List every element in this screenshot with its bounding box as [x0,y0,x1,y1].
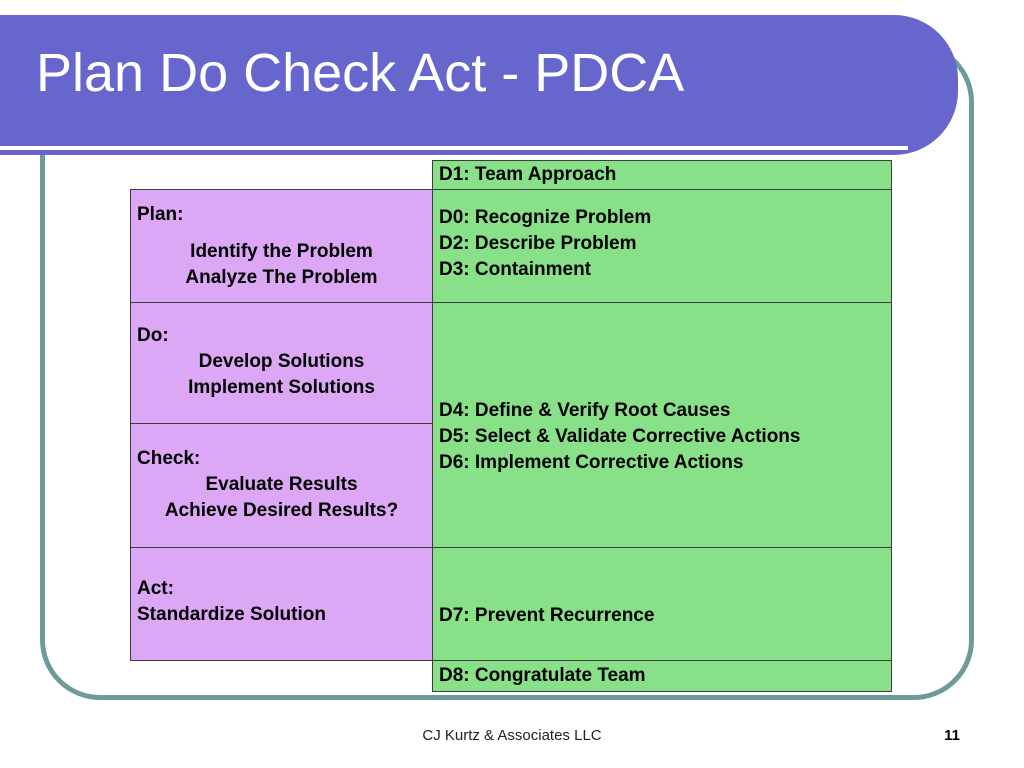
act-cell [130,547,433,661]
d-step: D5: Select & Validate Corrective Actions [439,426,801,447]
d1-text: D1: Team Approach [439,164,617,185]
plan-label: Plan: [137,204,184,225]
d-step: D3: Containment [439,259,591,280]
d-step: D4: Define & Verify Root Causes [439,400,731,421]
slide-title: Plan Do Check Act - PDCA [36,43,685,103]
do-item: Implement Solutions [188,377,375,398]
d-step: D2: Describe Problem [439,233,637,254]
d8-cell [432,660,892,692]
d1-cell [432,160,892,190]
check-item: Evaluate Results [205,474,358,495]
footer-text: CJ Kurtz & Associates LLC [422,727,602,744]
title-underline [0,146,908,150]
d-act-cell [432,547,892,661]
d7-text: D7: Prevent Recurrence [439,605,655,626]
plan-item: Analyze The Problem [185,267,378,288]
do-cell [130,302,433,424]
d-do-check-cell [432,302,892,548]
act-item: Standardize Solution [137,604,326,625]
do-item: Develop Solutions [198,351,365,372]
do-label: Do: [137,325,169,346]
d-step: D0: Recognize Problem [439,207,652,228]
d-plan-cell [432,189,892,303]
check-label: Check: [137,448,201,469]
check-cell [130,423,433,548]
d-step: D6: Implement Corrective Actions [439,452,744,473]
act-label: Act: [137,578,174,599]
check-item: Achieve Desired Results? [164,500,399,521]
plan-item: Identify the Problem [190,241,373,262]
d8-text: D8: Congratulate Team [439,665,646,686]
plan-cell [130,189,433,303]
page-number: 11 [944,727,960,744]
